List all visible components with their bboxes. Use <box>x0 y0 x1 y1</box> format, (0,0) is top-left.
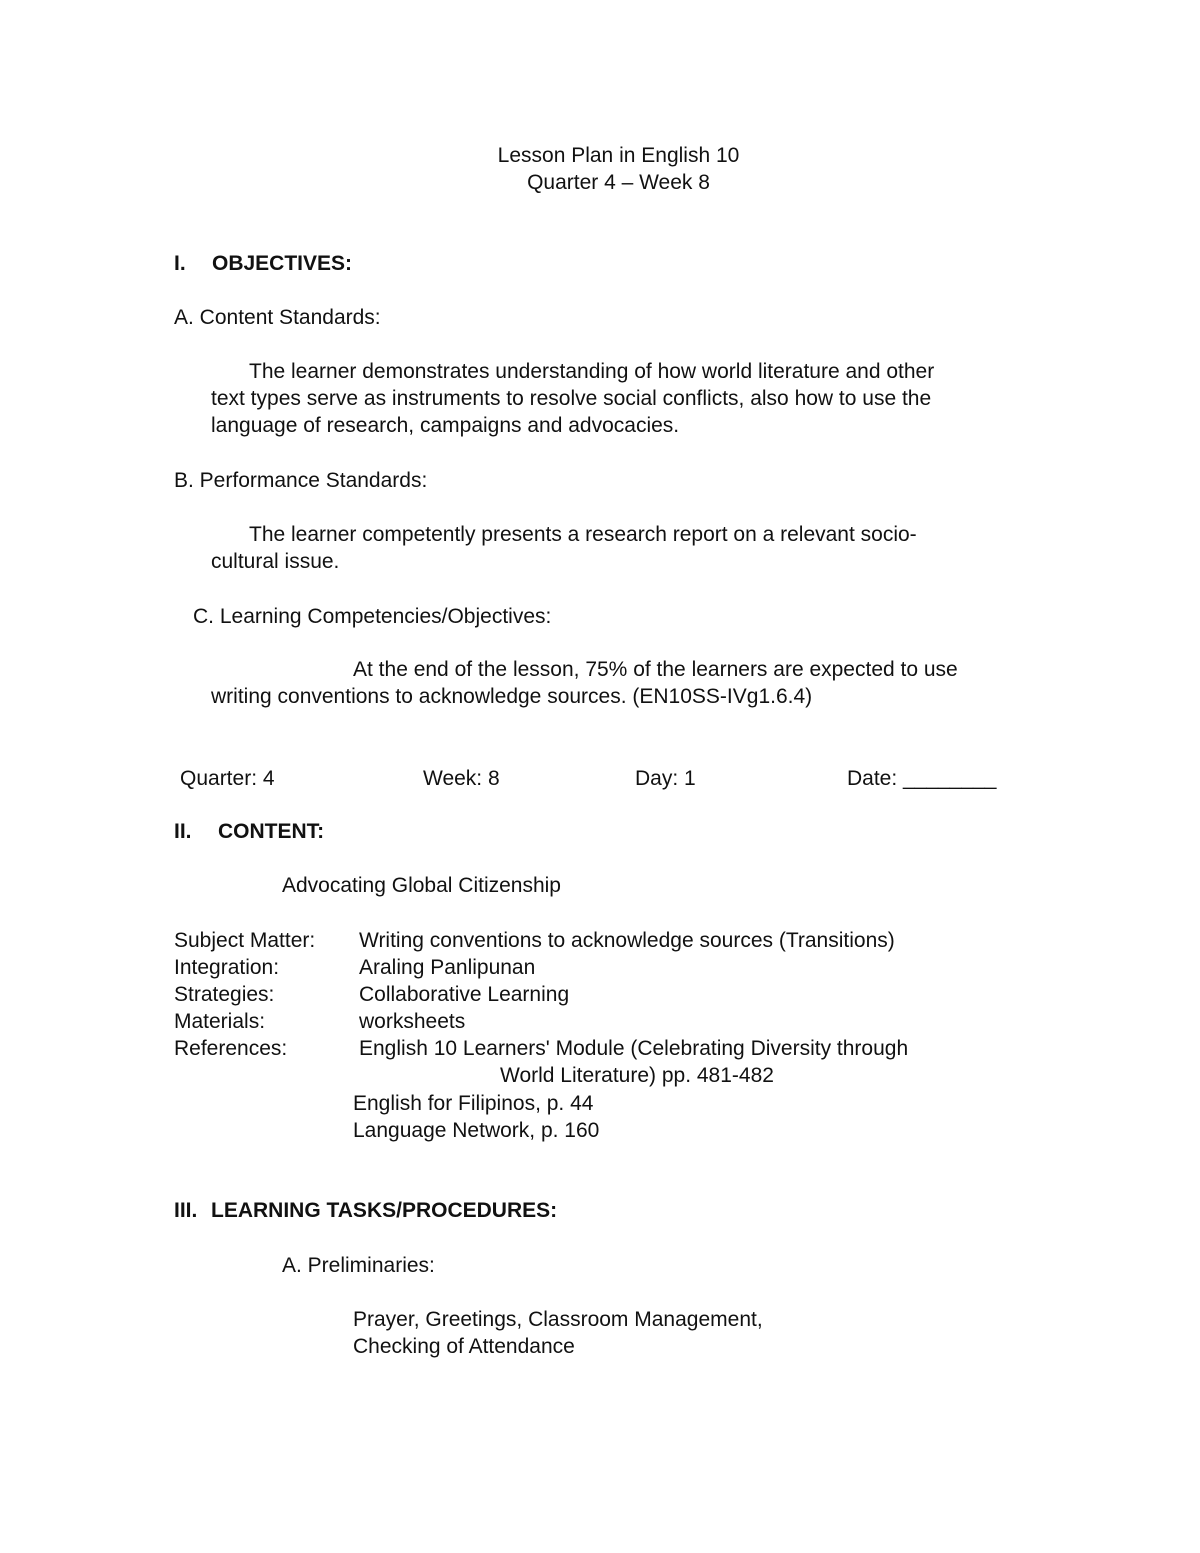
references-continued: Language Network, p. 160 <box>353 1119 600 1142</box>
content-row <box>174 1008 1024 1035</box>
learning-competencies-text: At the end of the lesson, 75% of the learners are expected to use <box>353 658 958 681</box>
content-row-value: Araling Panlipunan <box>359 956 536 979</box>
content-row <box>174 954 1024 981</box>
preliminaries-label: A. Preliminaries: <box>282 1254 435 1277</box>
content-row-value: English 10 Learners' Module (Celebrating Diversity through <box>359 1037 909 1060</box>
section-title: LEARNING TASKS/PROCEDURES: <box>211 1199 558 1222</box>
content-standards-text: The learner demonstrates understanding of how world literature and other <box>249 360 935 383</box>
content-row <box>174 927 1024 954</box>
learning-competencies-text: writing conventions to acknowledge sources. (EN10SS-IVg1.6.4) <box>211 685 813 708</box>
content-standards-text: text types serve as instruments to resolve social conflicts, also how to use the <box>211 387 932 410</box>
content-topic: Advocating Global Citizenship <box>282 874 561 897</box>
references-continued: English for Filipinos, p. 44 <box>353 1092 594 1115</box>
section-numeral: II. <box>174 820 192 843</box>
content-row <box>174 981 1024 1008</box>
learning-competencies-label: C. Learning Competencies/Objectives: <box>193 605 552 628</box>
content-row <box>174 1035 1024 1062</box>
content-standards-label: A. Content Standards: <box>174 306 381 329</box>
content-row-label: References: <box>174 1037 288 1060</box>
references-continued: World Literature) pp. 481-482 <box>500 1064 774 1087</box>
content-row-label: Subject Matter: <box>174 929 316 952</box>
performance-standards-label: B. Performance Standards: <box>174 469 428 492</box>
content-row-value: Collaborative Learning <box>359 983 570 1006</box>
schedule-day: Day: 1 <box>635 767 696 790</box>
schedule-quarter: Quarter: 4 <box>180 767 275 790</box>
content-row-label: Integration: <box>174 956 280 979</box>
section-title: OBJECTIVES: <box>212 252 353 275</box>
schedule-date: Date: ________ <box>847 767 997 790</box>
content-standards-text: language of research, campaigns and advocacies. <box>211 414 680 437</box>
section-heading-learning-tasks <box>174 1197 557 1224</box>
preliminaries-text: Checking of Attendance <box>353 1335 575 1358</box>
schedule-week: Week: 8 <box>423 767 500 790</box>
content-row-value: Writing conventions to acknowledge sources (Transitions) <box>359 929 895 952</box>
section-numeral: I. <box>174 252 186 275</box>
content-row-label: Materials: <box>174 1010 266 1033</box>
content-row-label: Strategies: <box>174 983 275 1006</box>
content-row-value: worksheets <box>359 1010 466 1033</box>
section-title: CONTENT: <box>218 820 325 843</box>
performance-standards-text: cultural issue. <box>211 550 340 573</box>
section-heading-content <box>174 818 324 845</box>
performance-standards-text: The learner competently presents a research report on a relevant socio- <box>249 523 917 546</box>
document-title: Lesson Plan in English 10 <box>497 144 740 167</box>
section-numeral: III. <box>174 1199 198 1222</box>
document-subtitle: Quarter 4 – Week 8 <box>527 171 710 194</box>
section-heading-objectives <box>174 250 352 277</box>
preliminaries-text: Prayer, Greetings, Classroom Management, <box>353 1308 763 1331</box>
